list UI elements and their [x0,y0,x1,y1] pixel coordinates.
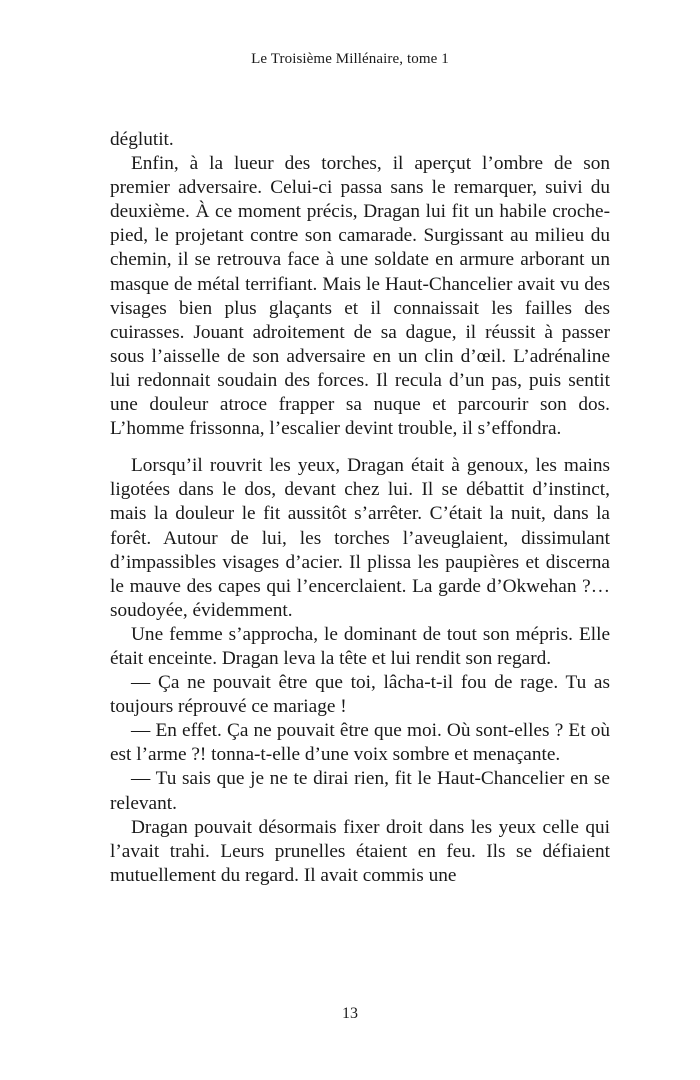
paragraph: déglutit. [110,129,174,150]
dialogue-line: — En effet. Ça ne pouvait être que moi. Où sont-elles ? Et où est l’arme ?! tonna-t-elle d’une voix sombre et menaçante. [110,720,610,766]
running-title: Le Troisième Millénaire, tome 1 [251,51,449,67]
page-number: 13 [342,1005,358,1022]
dialogue-line: — Tu sais que je ne te dirai rien, fit le Haut-Chancelier en se relevant. [110,768,610,814]
dialogue-line: — Ça ne pouvait être que toi, lâcha-t-il fou de rage. Tu as toujours réprouvé ce mariage ! [110,672,610,718]
paragraph: Une femme s’approcha, le dominant de tout son mépris. Elle était enceinte. Dragan leva la tête et lui rendit son regard. [110,623,610,669]
paragraph: Enfin, à la lueur des torches, il aperçut l’ombre de son premier adversaire. Celui-ci passa sans le remarquer, suivi du deuxième. À ce moment précis, Dragan lui fit un habile croche-pied, le projetant contre son camarade. Surgissant au milieu du chemin, il se retrouva face à une soldate en armure arborant un masque de métal terrifiant. Mais le Haut-Chancelier avait vu des visages bien plus glaçants et il connaissait les failles des cuirasses. Jouant adroitement de sa dague, il réussit à passer sous l’aisselle de son adversaire en un clin d’œil. L’adrénaline lui redonnait soudain des forces. Il recula d’un pas, puis sentit une douleur atroce frapper sa nuque et parcourir son dos. L’homme frissonna, l’escalier devint trouble, il s’effondra. [110,153,610,440]
paragraph: Dragan pouvait désormais fixer droit dans les yeux celle qui l’avait trahi. Leurs prunelles étaient en feu. Ils se défiaient mutuellement du regard. Il avait commis une [110,816,610,886]
paragraph: Lorsqu’il rouvrit les yeux, Dragan était à genoux, les mains ligotées dans le dos, devant chez lui. Il se débattit d’instinct, mais la douleur le fit aussitôt s’arrêter. C’était la nuit, dans la forêt. Autour de lui, les torches l’aveuglaient, dissimulant d’impassibles visages d’acier. Il plissa les paupières et discerna le mauve des capes qui l’encerclaient. La garde d’Okwehan ?… soudoyée, évidemment. [110,455,610,621]
page-body [110,128,610,888]
